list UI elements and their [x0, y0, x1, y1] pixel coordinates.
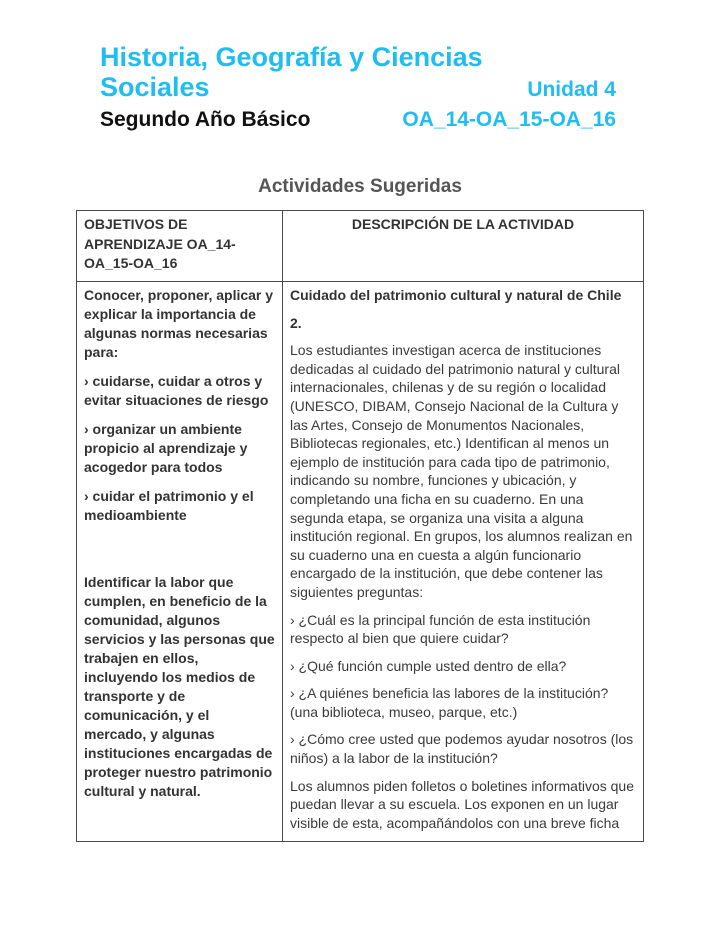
subject-title-line1: Historia, Geografía y Ciencias: [100, 42, 483, 72]
unit-label: Unidad 4: [527, 78, 616, 101]
header-description-cell: [283, 211, 644, 282]
activities-table: [76, 210, 644, 842]
objective-identify: Identificar la labor que cumplen, en beneficio de la comunidad, algunos servicios y las personas que trabajen en ellos, incluyendo los medios de transporte y de comunicación, y el mercado, y algunas instituciones encargadas de proteger nuestro patrimonio cultural y natural.: [84, 574, 275, 799]
activity-number: 2.: [290, 314, 302, 331]
header-objectives: OBJETIVOS DE APRENDIZAJE OA_14-OA_15-OA_16: [84, 216, 236, 271]
header-description: DESCRIPCIÓN DE LA ACTIVIDAD: [351, 216, 575, 232]
objective-item: › cuidar el patrimonio y el medioambiente: [84, 488, 254, 523]
activity-paragraph: Los alumnos piden folletos o boletines informativos que puedan llevar a su escuela. Los exponen en un lugar visible de esta, acompañándolos con una breve ficha: [290, 777, 634, 831]
objective-intro: Conocer, proponer, aplicar y explicar la importancia de algunas normas necesarias para:: [84, 287, 274, 360]
objective-item: › cuidarse, cuidar a otros y evitar situaciones de riesgo: [84, 373, 269, 408]
spacer: [84, 535, 275, 573]
objectives-cell: [77, 282, 283, 842]
table-row: [77, 282, 644, 842]
objective-item: › organizar un ambiente propicio al aprendizaje y acogedor para todos: [84, 421, 248, 475]
activity-question: › ¿Cómo cree usted que podemos ayudar nosotros (los niños) a la labor de la institución?: [290, 731, 634, 767]
header-objectives-cell: [77, 211, 283, 282]
section-title: Actividades Sugeridas: [258, 176, 462, 197]
grade-label: Segundo Año Básico: [100, 108, 311, 131]
objectives-code: OA_14-OA_15-OA_16: [402, 108, 616, 131]
description-cell: [283, 282, 644, 842]
subject-title-line2: Sociales: [100, 72, 210, 102]
activity-title: Cuidado del patrimonio cultural y natural de Chile: [290, 287, 622, 303]
activity-question: › ¿A quiénes beneficia las labores de la institución? (una biblioteca, museo, parque, etc.): [290, 685, 609, 720]
activity-question: › ¿Cuál es la principal función de esta institución respecto al bien que quiere cuidar?: [290, 611, 591, 647]
document-header: [100, 42, 618, 133]
activity-paragraph: Los estudiantes investigan acerca de instituciones dedicadas al cuidado del patrimonio natural y cultural internacionales, chilenas y de su región o localidad (UNESCO, DIBAM, Consejo Nacional de la Cultura y las Artes, Consejo de Monumentos Nacionales, Bibliotecas regionales, etc.) Identifican al menos un ejemplo de institución para cada tipo de patrimonio, indicando su nombre, funciones y ubicación, y completando una ficha en su cuaderno. En una segunda etapa, se organiza una visita a alguna institución regional. En grupos, los alumnos realizan en su cuaderno una en cuesta a algún funcionario encargado de la institución, que debe contener las siguientes preguntas:: [290, 342, 633, 600]
activity-question: › ¿Qué función cumple usted dentro de ella?: [290, 657, 567, 674]
table-header-row: [77, 211, 644, 282]
